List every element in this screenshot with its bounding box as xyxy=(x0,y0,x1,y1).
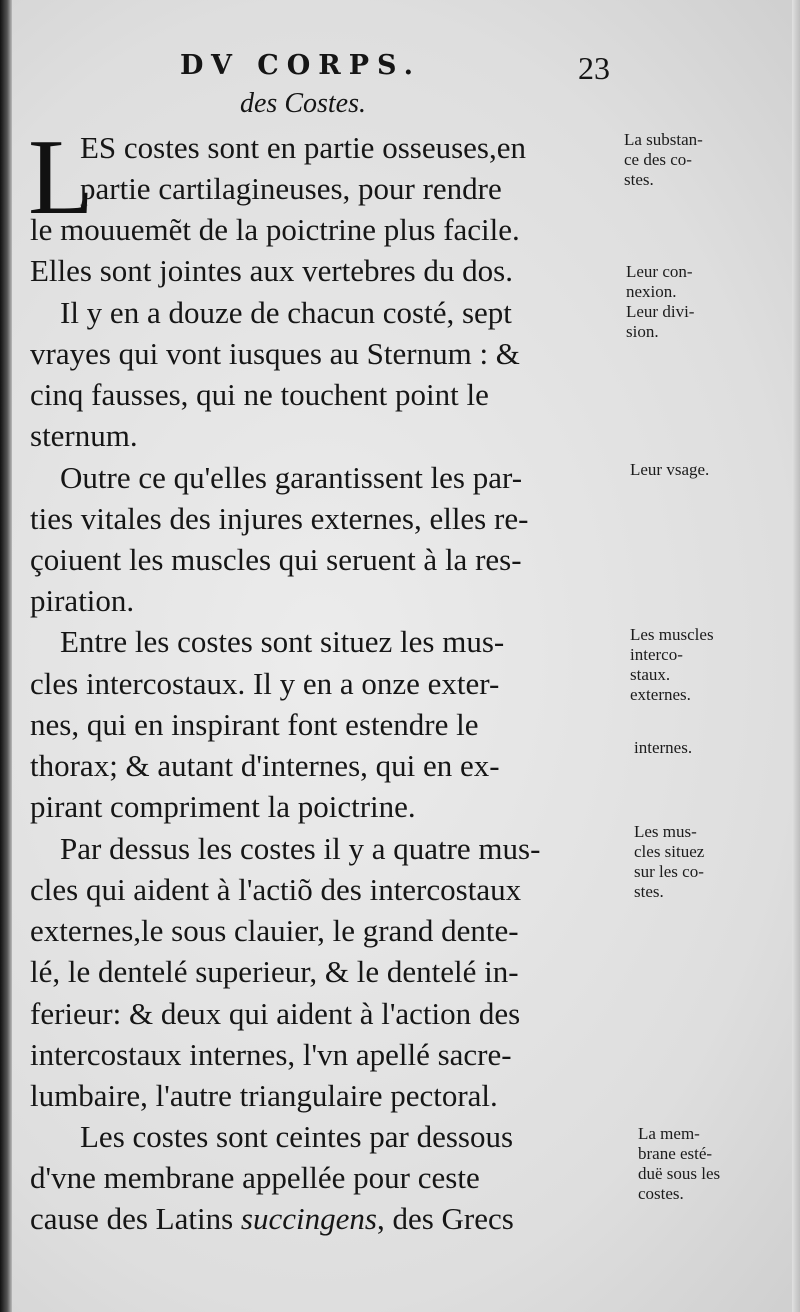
text-line: partie cartilagineuses, pour rendre xyxy=(80,171,502,206)
text-line-last xyxy=(30,1199,514,1239)
text-line: ties vitales des injures externes, elles re- xyxy=(30,501,529,536)
page-gutter xyxy=(0,0,12,1312)
margin-note-usage xyxy=(630,460,709,480)
note-line: staux. xyxy=(630,665,671,684)
text-line: piration. xyxy=(30,583,135,618)
text-line: lé, le dentelé superieur, & le dentelé in- xyxy=(30,954,519,989)
note-line: ce des co- xyxy=(624,150,692,169)
note-line: Leur divi- xyxy=(626,302,695,321)
section-title: des Costes. xyxy=(240,88,366,119)
text-line: d'vne membrane appellée pour ceste xyxy=(30,1160,480,1195)
note-line: Les mus- xyxy=(634,822,697,841)
note-line: duë sous les xyxy=(638,1164,721,1183)
text-line: Il y en a douze de chacun costé, sept xyxy=(60,295,512,330)
note-line: stes. xyxy=(634,882,664,901)
text-line: ferieur: & deux qui aident à l'action des xyxy=(30,996,521,1031)
note-line: costes. xyxy=(638,1184,684,1203)
note-line: sur les co- xyxy=(634,862,704,881)
text-line: pirant compriment la poictrine. xyxy=(30,789,416,824)
text-line: cles qui aident à l'actiõ des intercostaux xyxy=(30,872,522,907)
note-line: interco- xyxy=(630,645,683,664)
text-line: intercostaux internes, l'vn apellé sacre- xyxy=(30,1037,512,1072)
text-line: Elles sont jointes aux vertebres du dos. xyxy=(30,253,513,288)
margin-note-membrane xyxy=(638,1124,720,1204)
note-line: Les muscles xyxy=(630,625,714,644)
text-line: lumbaire, l'autre triangulaire pectoral. xyxy=(30,1078,498,1113)
page-edge xyxy=(792,0,800,1312)
text-line: nes, qui en inspirant font estendre le xyxy=(30,707,479,742)
italic-term: succingens xyxy=(240,1201,377,1236)
margin-note-substance xyxy=(624,130,703,190)
text-line: Entre les costes sont situez les mus- xyxy=(60,624,505,659)
text-line: thorax; & autant d'internes, qui en ex- xyxy=(30,748,500,783)
text-line: cinq fausses, qui ne touchent point le xyxy=(30,377,489,412)
margin-note-muscles-on-ribs xyxy=(634,822,704,902)
note-line: sion. xyxy=(626,322,659,341)
margin-note-intercostal-muscles xyxy=(630,625,714,705)
text-line: cles intercostaux. Il y en a onze exter- xyxy=(30,666,500,701)
note-line: nexion. xyxy=(626,282,677,301)
note-line: cles situez xyxy=(634,842,705,861)
note-line: brane esté- xyxy=(638,1144,713,1163)
note-line: internes. xyxy=(634,738,693,757)
note-line: La mem- xyxy=(638,1124,700,1143)
text-line: sternum. xyxy=(30,418,138,453)
text-line: le mouuemẽt de la poictrine plus facile. xyxy=(30,212,520,247)
text-line: vrayes qui vont iusques au Sternum : & xyxy=(30,336,520,371)
text-span: , des Grecs xyxy=(376,1201,514,1236)
note-line: Leur con- xyxy=(626,262,693,281)
text-line: çoiuent les muscles qui seruent à la res- xyxy=(30,542,522,577)
note-line: externes. xyxy=(630,685,691,704)
text-line: Outre ce qu'elles garantissent les par- xyxy=(60,460,523,495)
running-head: DV CORPS. xyxy=(180,50,421,81)
margin-note-connexion xyxy=(626,262,694,342)
margin-note-internal xyxy=(634,738,692,758)
page-number: 23 xyxy=(578,50,610,86)
text-line: Les costes sont ceintes par dessous xyxy=(80,1119,514,1154)
note-line: La substan- xyxy=(624,130,703,149)
text-line: ES costes sont en partie osseuses,en xyxy=(80,130,526,165)
text-span: cause des Latins xyxy=(30,1201,241,1236)
text-line: externes,le sous clauier, le grand dente- xyxy=(30,913,519,948)
note-line: Leur vsage. xyxy=(630,460,710,479)
note-line: stes. xyxy=(624,170,654,189)
drop-cap: L xyxy=(28,118,94,237)
text-line: Par dessus les costes il y a quatre mus- xyxy=(60,831,541,866)
